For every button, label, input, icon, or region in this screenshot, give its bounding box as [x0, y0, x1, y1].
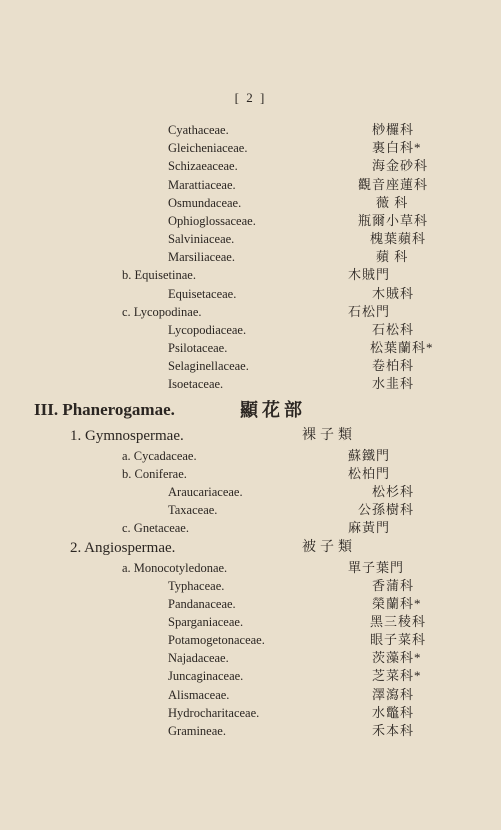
entry-row [0, 613, 501, 631]
japanese-name: 槐葉蘋科 [370, 231, 427, 246]
japanese-name: 水鼈科 [372, 705, 415, 720]
entry-row [0, 722, 501, 740]
latin-name: Potamogetonaceae. [168, 633, 265, 647]
entry-row [0, 157, 501, 175]
japanese-name: 麻黃門 [348, 520, 391, 535]
entry-row [0, 321, 501, 339]
subsection-heading: 2. Angiospermae. [70, 540, 176, 556]
entry-row [0, 230, 501, 248]
entry-row [0, 176, 501, 194]
entry-row [0, 121, 501, 139]
entry-row [0, 667, 501, 685]
entry-row [0, 194, 501, 212]
japanese-name: 松葉蘭科* [370, 340, 434, 355]
japanese-name: 卷柏科 [372, 358, 415, 373]
latin-name: Najadaceae. [168, 651, 229, 665]
latin-name: Selaginellaceae. [168, 359, 249, 373]
latin-name: b. Coniferae. [122, 467, 187, 481]
entry-row [0, 631, 501, 649]
latin-name: Marattiaceae. [168, 178, 236, 192]
japanese-name: 桫欏科 [372, 122, 415, 137]
japanese-name: 水韭科 [372, 376, 415, 391]
latin-name: Isoetaceae. [168, 377, 224, 391]
entry-row [0, 465, 501, 483]
japanese-name: 黑三稜科 [370, 614, 427, 629]
latin-name: a. Monocotyledonae. [122, 561, 228, 575]
page-number: [ 2 ] [234, 90, 267, 105]
latin-name: Equisetaceae. [168, 287, 237, 301]
entry-row [0, 686, 501, 704]
entry-row [0, 303, 501, 321]
japanese-name: 石松科 [372, 322, 415, 337]
section-heading: III. Phanerogamae. [34, 400, 175, 419]
latin-name: Typhaceae. [168, 579, 225, 593]
latin-name: Psilotaceae. [168, 341, 228, 355]
latin-name: Ophioglossaceae. [168, 214, 256, 228]
latin-name: Araucariaceae. [168, 485, 243, 499]
latin-name: Gramineae. [168, 724, 226, 738]
latin-name: Salviniaceae. [168, 232, 235, 246]
entry-row [0, 595, 501, 613]
japanese-name: 松柏門 [348, 466, 391, 481]
section-heading-row [0, 402, 501, 420]
entry-row [0, 357, 501, 375]
entry-row [0, 649, 501, 667]
latin-name: a. Cycadaceae. [122, 449, 197, 463]
subsection-row [0, 539, 501, 557]
latin-name: c. Lycopodinae. [122, 305, 202, 319]
section-heading-japanese: 顯花部 [240, 400, 306, 420]
japanese-name: 裏白科* [372, 140, 422, 155]
subsection-heading: 1. Gymnospermae. [70, 428, 184, 444]
subsection-heading-japanese: 裸子類 [302, 428, 356, 443]
latin-name: c. Gnetaceae. [122, 521, 189, 535]
entry-row [0, 519, 501, 537]
japanese-name: 禾本科 [372, 723, 415, 738]
latin-name: Juncaginaceae. [168, 669, 244, 683]
entry-row [0, 285, 501, 303]
entry-row [0, 483, 501, 501]
japanese-name: 芝菜科* [372, 668, 422, 683]
entry-row [0, 248, 501, 266]
entry-row [0, 447, 501, 465]
japanese-name: 蘋 科 [376, 249, 409, 264]
japanese-name: 木賊門 [348, 267, 391, 282]
japanese-name: 茨藻科* [372, 650, 422, 665]
latin-name: Hydrocharitaceae. [168, 706, 260, 720]
latin-name: Osmundaceae. [168, 196, 242, 210]
japanese-name: 觀音座蓮科 [358, 177, 429, 192]
japanese-name: 眼子菜科 [370, 632, 427, 647]
latin-name: Pandanaceae. [168, 597, 236, 611]
entry-row [0, 704, 501, 722]
latin-name: Cyathaceae. [168, 123, 229, 137]
latin-name: Taxaceae. [168, 503, 218, 517]
entry-row [0, 577, 501, 595]
japanese-name: 石松門 [348, 304, 391, 319]
japanese-name: 澤瀉科 [372, 687, 415, 702]
japanese-name: 瓶爾小草科 [358, 213, 429, 228]
subsection-row [0, 427, 501, 445]
latin-name: Schizaeaceae. [168, 159, 238, 173]
latin-name: Lycopodiaceae. [168, 323, 247, 337]
japanese-name: 海金砂科 [372, 158, 429, 173]
japanese-name: 單子葉門 [348, 560, 405, 575]
japanese-name: 薇 科 [376, 195, 409, 210]
entry-row [0, 339, 501, 357]
latin-name: Alismaceae. [168, 688, 230, 702]
latin-name: Gleicheniaceae. [168, 141, 248, 155]
japanese-name: 公孫樹科 [358, 502, 415, 517]
japanese-name: 木賊科 [372, 286, 415, 301]
entry-row [0, 559, 501, 577]
japanese-name: 香蒲科 [372, 578, 415, 593]
japanese-name: 榮蘭科* [372, 596, 422, 611]
entry-row [0, 266, 501, 284]
latin-name: b. Equisetinae. [122, 268, 196, 282]
entry-row [0, 212, 501, 230]
latin-name: Marsiliaceae. [168, 250, 235, 264]
japanese-name: 蘇鐵門 [348, 448, 391, 463]
latin-name: Sparganiaceae. [168, 615, 244, 629]
entry-row [0, 501, 501, 519]
entry-row [0, 375, 501, 393]
entry-row [0, 139, 501, 157]
japanese-name: 松杉科 [372, 484, 415, 499]
subsection-heading-japanese: 被子類 [302, 540, 356, 555]
